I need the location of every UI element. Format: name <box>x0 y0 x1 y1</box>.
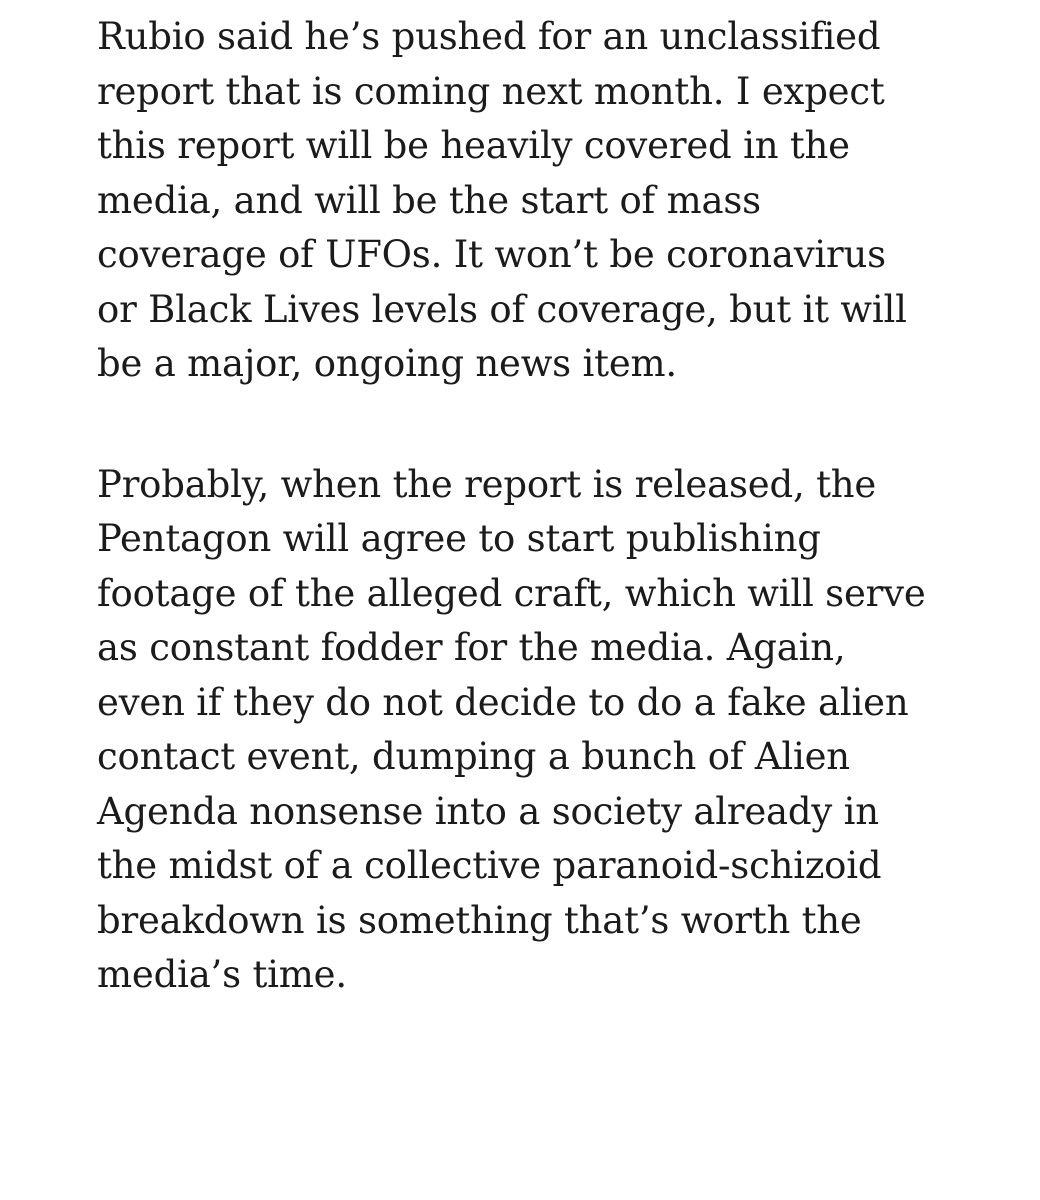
text-line: even if they do not decide to do a fake alien <box>97 680 909 724</box>
text-line: or Black Lives levels of coverage, but it will <box>97 287 907 331</box>
text-line: report that is coming next month. I expect <box>97 69 885 113</box>
text-line: Pentagon will agree to start publishing <box>97 517 821 560</box>
text-line: coverage of UFOs. It won’t be coronavirus <box>97 233 886 276</box>
text-line: Probably, when the report is released, the <box>97 462 877 506</box>
text-line: be a major, ongoing news item. <box>97 342 677 385</box>
paragraph-1 <box>97 10 997 392</box>
text-line: media’s time. <box>97 953 347 996</box>
text-line: Agenda nonsense into a society already in <box>97 789 879 833</box>
text-line: this report will be heavily covered in the <box>97 124 850 167</box>
text-line: Rubio said he’s pushed for an unclassified <box>97 15 881 58</box>
text-line: the midst of a collective paranoid-schizoid <box>97 844 882 887</box>
article-body <box>97 10 997 1003</box>
text-line: breakdown is something that’s worth the <box>97 898 862 942</box>
text-line: media, and will be the start of mass <box>97 178 761 222</box>
text-line: footage of the alleged craft, which will serve <box>97 571 926 615</box>
text-line: contact event, dumping a bunch of Alien <box>97 735 850 778</box>
paragraph-2 <box>97 458 997 1003</box>
text-line: as constant fodder for the media. Again, <box>97 626 846 669</box>
